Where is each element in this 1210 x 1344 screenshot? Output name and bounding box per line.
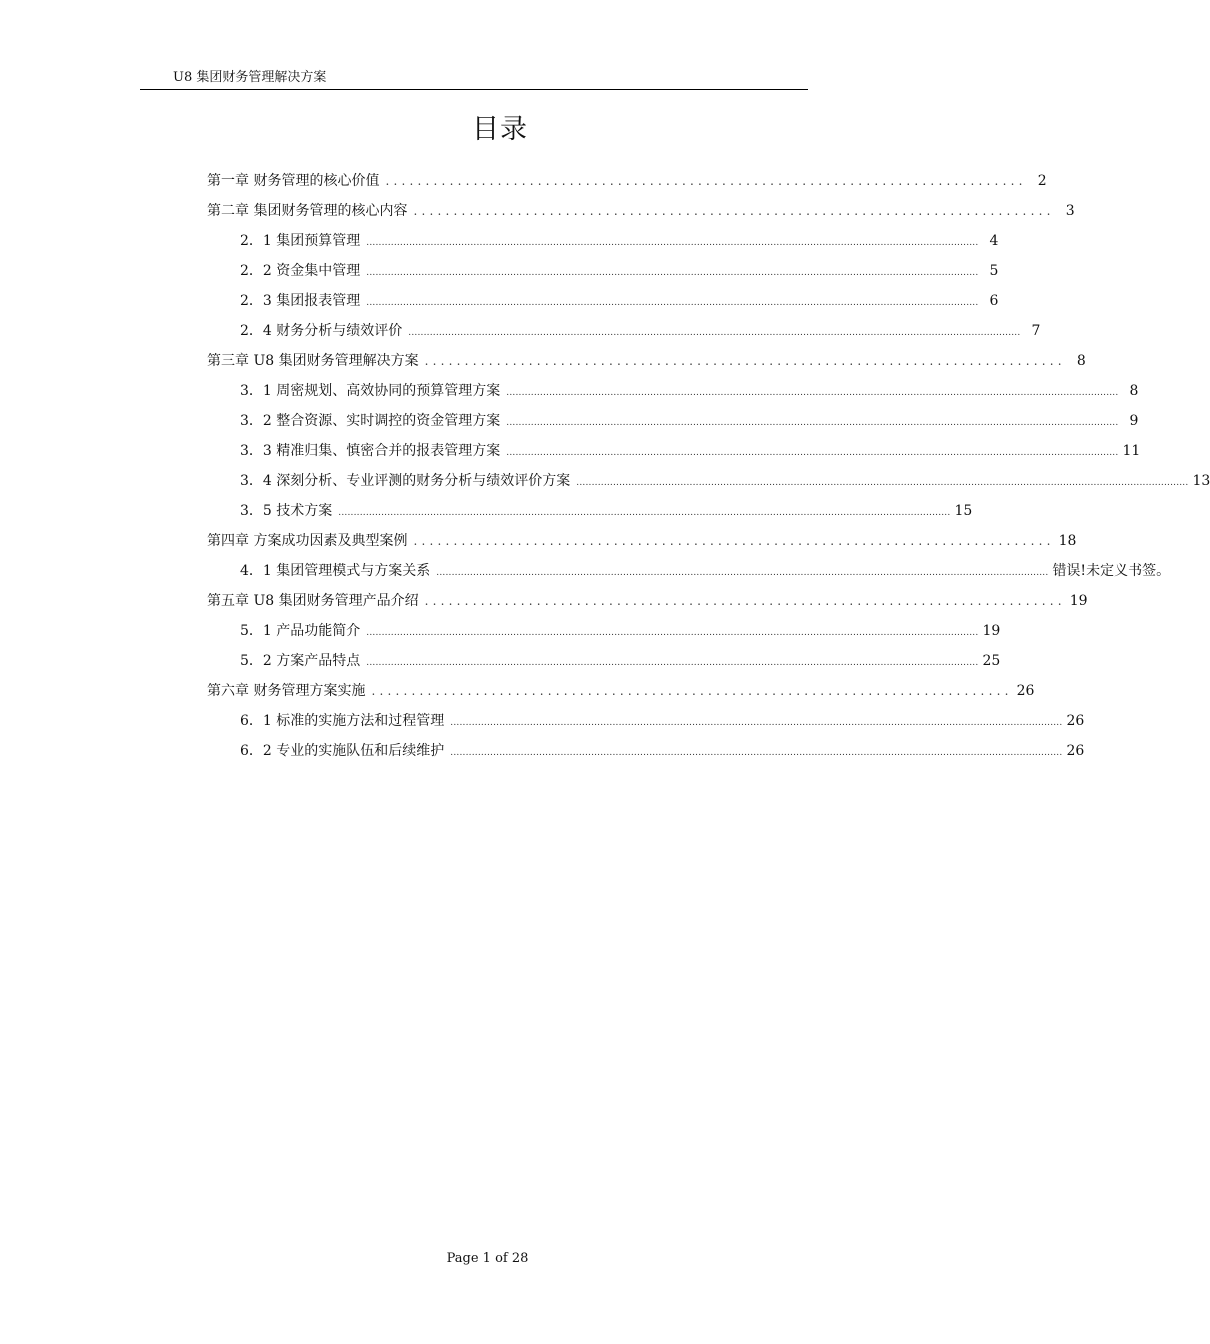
toc-chapter-entry[interactable] bbox=[207, 526, 1077, 556]
toc-dot-leader: ........................................................................................................................................................................................................ bbox=[506, 448, 1119, 458]
toc-entry-page: 错误!未定义书签。 bbox=[1052, 563, 1171, 579]
toc-entry-page: 26 bbox=[1066, 713, 1085, 729]
toc-entry-label: 6．2 专业的实施队伍和后续维护 bbox=[240, 743, 445, 759]
toc-entry-page: 6 bbox=[989, 293, 999, 309]
toc-section-entry[interactable] bbox=[207, 316, 1041, 346]
toc-section-entry[interactable] bbox=[207, 376, 1139, 406]
toc-entry-label: 5．1 产品功能简介 bbox=[240, 623, 361, 639]
toc-entry-label: 第一章 财务管理的核心价值 bbox=[207, 173, 380, 189]
toc-dot-leader: ........................................................................................................................................................................................................ bbox=[338, 508, 951, 518]
toc-entry-label: 第三章 U8 集团财务管理解决方案 bbox=[207, 353, 419, 369]
toc-entry-page: 4 bbox=[989, 233, 999, 249]
toc-entry-label: 第四章 方案成功因素及典型案例 bbox=[207, 533, 408, 549]
toc-entry-page: 7 bbox=[1031, 323, 1041, 339]
toc-entry-label: 2．4 财务分析与绩效评价 bbox=[240, 323, 403, 339]
toc-section-entry[interactable] bbox=[207, 436, 1141, 466]
toc-entry-page: 3 bbox=[1065, 203, 1075, 219]
toc-section-entry[interactable] bbox=[207, 736, 1085, 766]
toc-entry-page: 19 bbox=[982, 623, 1001, 639]
toc-section-entry[interactable] bbox=[207, 256, 999, 286]
toc-entry-label: 第五章 U8 集团财务管理产品介绍 bbox=[207, 593, 419, 609]
toc-entry-page: 26 bbox=[1016, 683, 1035, 699]
header-title: U8 集团财务管理解决方案 bbox=[173, 70, 327, 85]
toc-entry-page: 9 bbox=[1129, 413, 1139, 429]
toc-entry-page: 19 bbox=[1069, 593, 1088, 609]
toc-dot-leader: ................................................................................ bbox=[424, 354, 1066, 368]
toc-entry-page: 8 bbox=[1129, 383, 1139, 399]
toc-dot-leader: ........................................................................................................................................................................................................ bbox=[450, 748, 1063, 758]
toc-dot-leader: ........................................................................................................................................................................................................ bbox=[576, 478, 1189, 488]
table-of-contents bbox=[207, 166, 1210, 766]
toc-dot-leader: ........................................................................................................................................................................................................ bbox=[366, 298, 979, 308]
toc-entry-label: 3．5 技术方案 bbox=[240, 503, 333, 519]
page-header bbox=[140, 70, 808, 90]
toc-entry-label: 2．1 集团预算管理 bbox=[240, 233, 361, 249]
page-footer: Page 1 of 28 bbox=[446, 1251, 529, 1266]
toc-section-entry[interactable] bbox=[207, 496, 973, 526]
toc-entry-page: 5 bbox=[989, 263, 999, 279]
toc-entry-label: 5．2 方案产品特点 bbox=[240, 653, 361, 669]
toc-entry-page: 13 bbox=[1192, 473, 1210, 489]
toc-dot-leader: ................................................................................ bbox=[413, 534, 1055, 548]
toc-entry-label: 第六章 财务管理方案实施 bbox=[207, 683, 366, 699]
toc-dot-leader: ................................................................................ bbox=[424, 594, 1066, 608]
toc-section-entry[interactable] bbox=[207, 406, 1139, 436]
toc-entry-page: 2 bbox=[1037, 173, 1047, 189]
toc-section-entry[interactable] bbox=[207, 556, 1171, 586]
toc-dot-leader: ........................................................................................................................................................................................................ bbox=[366, 268, 979, 278]
toc-entry-label: 2．2 资金集中管理 bbox=[240, 263, 361, 279]
toc-title: 目录 bbox=[472, 114, 528, 145]
toc-section-entry[interactable] bbox=[207, 466, 1210, 496]
toc-chapter-entry[interactable] bbox=[207, 196, 1075, 226]
toc-section-entry[interactable] bbox=[207, 616, 1001, 646]
toc-entry-label: 3．2 整合资源、实时调控的资金管理方案 bbox=[240, 413, 501, 429]
toc-section-entry[interactable] bbox=[207, 646, 1001, 676]
toc-dot-leader: ........................................................................................................................................................................................................ bbox=[366, 628, 979, 638]
toc-chapter-entry[interactable] bbox=[207, 586, 1088, 616]
toc-dot-leader: ................................................................................ bbox=[371, 684, 1013, 698]
toc-dot-leader: ........................................................................................................................................................................................................ bbox=[450, 718, 1063, 728]
toc-dot-leader: ........................................................................................................................................................................................................ bbox=[366, 238, 979, 248]
toc-entry-page: 8 bbox=[1076, 353, 1086, 369]
toc-chapter-entry[interactable] bbox=[207, 676, 1035, 706]
toc-section-entry[interactable] bbox=[207, 226, 999, 256]
toc-entry-label: 3．4 深刻分析、专业评测的财务分析与绩效评价方案 bbox=[240, 473, 571, 489]
toc-entry-page: 18 bbox=[1058, 533, 1077, 549]
toc-entry-page: 11 bbox=[1122, 443, 1141, 459]
toc-entry-label: 3．3 精准归集、慎密合并的报表管理方案 bbox=[240, 443, 501, 459]
toc-section-entry[interactable] bbox=[207, 706, 1085, 736]
toc-chapter-entry[interactable] bbox=[207, 346, 1086, 376]
toc-entry-label: 6．1 标准的实施方法和过程管理 bbox=[240, 713, 445, 729]
toc-dot-leader: ........................................................................................................................................................................................................ bbox=[506, 388, 1119, 398]
toc-entry-label: 3．1 周密规划、高效协同的预算管理方案 bbox=[240, 383, 501, 399]
toc-section-entry[interactable] bbox=[207, 286, 999, 316]
toc-entry-label: 4．1 集团管理模式与方案关系 bbox=[240, 563, 431, 579]
toc-dot-leader: ................................................................................ bbox=[385, 174, 1027, 188]
toc-chapter-entry[interactable] bbox=[207, 166, 1047, 196]
toc-dot-leader: ........................................................................................................................................................................................................ bbox=[408, 328, 1021, 338]
toc-dot-leader: ................................................................................ bbox=[413, 204, 1055, 218]
toc-entry-label: 2．3 集团报表管理 bbox=[240, 293, 361, 309]
toc-dot-leader: ........................................................................................................................................................................................................ bbox=[436, 568, 1049, 578]
toc-dot-leader: ........................................................................................................................................................................................................ bbox=[506, 418, 1119, 428]
toc-entry-page: 26 bbox=[1066, 743, 1085, 759]
toc-dot-leader: ........................................................................................................................................................................................................ bbox=[366, 658, 979, 668]
toc-entry-page: 25 bbox=[982, 653, 1001, 669]
toc-entry-label: 第二章 集团财务管理的核心内容 bbox=[207, 203, 408, 219]
toc-entry-page: 15 bbox=[954, 503, 973, 519]
